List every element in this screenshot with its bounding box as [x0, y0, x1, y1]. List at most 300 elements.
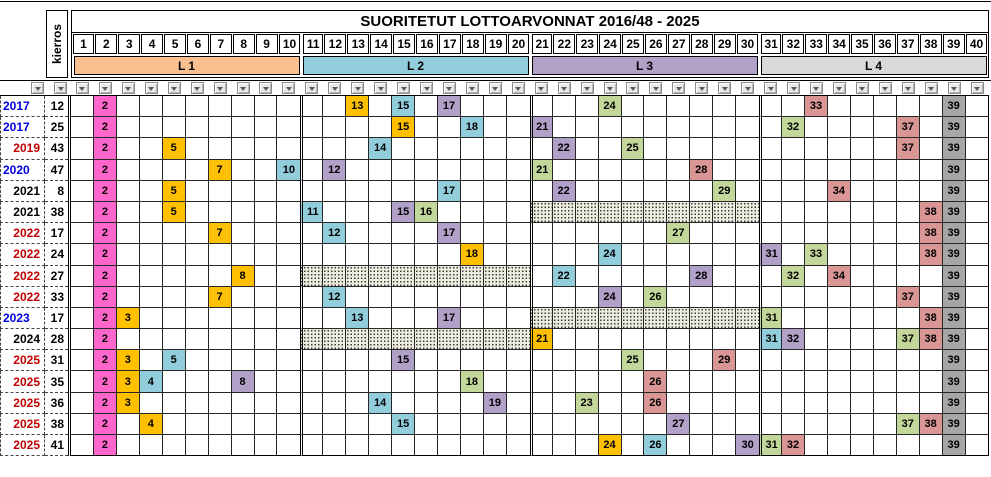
- filter-dropdown-button[interactable]: [282, 82, 295, 94]
- hatched-cell[interactable]: [438, 266, 461, 287]
- empty-cell[interactable]: [186, 287, 209, 308]
- empty-cell[interactable]: [966, 266, 989, 287]
- empty-cell[interactable]: [484, 202, 507, 223]
- hatched-cell[interactable]: [667, 308, 690, 329]
- filter-dropdown-button[interactable]: [581, 82, 594, 94]
- empty-cell[interactable]: [255, 202, 278, 223]
- filter-dropdown-button[interactable]: [237, 82, 250, 94]
- number-cell-39[interactable]: 39: [943, 202, 966, 223]
- number-cell-38[interactable]: 38: [920, 414, 943, 435]
- number-cell-33[interactable]: 33: [805, 96, 828, 117]
- empty-cell[interactable]: [323, 117, 346, 138]
- filter-dropdown-button[interactable]: [971, 82, 984, 94]
- empty-cell[interactable]: [277, 223, 300, 244]
- number-cell-13[interactable]: 13: [346, 96, 369, 117]
- empty-cell[interactable]: [507, 202, 530, 223]
- empty-cell[interactable]: [851, 414, 874, 435]
- empty-cell[interactable]: [828, 308, 851, 329]
- number-cell-28[interactable]: 28: [690, 266, 713, 287]
- empty-cell[interactable]: [71, 287, 94, 308]
- empty-cell[interactable]: [163, 435, 186, 456]
- empty-cell[interactable]: [209, 371, 232, 392]
- empty-cell[interactable]: [300, 287, 323, 308]
- number-cell-19[interactable]: 19: [484, 393, 507, 414]
- empty-cell[interactable]: [209, 435, 232, 456]
- empty-cell[interactable]: [507, 181, 530, 202]
- number-cell-39[interactable]: 39: [943, 308, 966, 329]
- empty-cell[interactable]: [277, 138, 300, 159]
- empty-cell[interactable]: [232, 223, 255, 244]
- empty-cell[interactable]: [186, 266, 209, 287]
- empty-cell[interactable]: [897, 181, 920, 202]
- empty-cell[interactable]: [232, 393, 255, 414]
- empty-cell[interactable]: [438, 202, 461, 223]
- empty-cell[interactable]: [576, 160, 599, 181]
- empty-cell[interactable]: [828, 138, 851, 159]
- empty-cell[interactable]: [759, 117, 782, 138]
- number-cell-2[interactable]: 2: [94, 202, 117, 223]
- hatched-cell[interactable]: [622, 202, 645, 223]
- empty-cell[interactable]: [300, 96, 323, 117]
- number-cell-15[interactable]: 15: [392, 350, 415, 371]
- empty-cell[interactable]: [966, 414, 989, 435]
- filter-dropdown-button[interactable]: [925, 82, 938, 94]
- number-cell-2[interactable]: 2: [94, 393, 117, 414]
- empty-cell[interactable]: [461, 202, 484, 223]
- empty-cell[interactable]: [392, 244, 415, 265]
- empty-cell[interactable]: [163, 117, 186, 138]
- empty-cell[interactable]: [851, 287, 874, 308]
- number-cell-18[interactable]: 18: [461, 244, 484, 265]
- number-cell-32[interactable]: 32: [782, 266, 805, 287]
- empty-cell[interactable]: [117, 223, 140, 244]
- empty-cell[interactable]: [186, 393, 209, 414]
- empty-cell[interactable]: [323, 138, 346, 159]
- empty-cell[interactable]: [277, 393, 300, 414]
- empty-cell[interactable]: [277, 308, 300, 329]
- empty-cell[interactable]: [186, 329, 209, 350]
- empty-cell[interactable]: [530, 350, 553, 371]
- empty-cell[interactable]: [782, 181, 805, 202]
- empty-cell[interactable]: [186, 202, 209, 223]
- empty-cell[interactable]: [484, 96, 507, 117]
- empty-cell[interactable]: [461, 287, 484, 308]
- empty-cell[interactable]: [392, 393, 415, 414]
- hatched-cell[interactable]: [599, 308, 622, 329]
- empty-cell[interactable]: [369, 414, 392, 435]
- empty-cell[interactable]: [874, 414, 897, 435]
- empty-cell[interactable]: [828, 117, 851, 138]
- empty-cell[interactable]: [644, 414, 667, 435]
- empty-cell[interactable]: [140, 244, 163, 265]
- empty-cell[interactable]: [759, 350, 782, 371]
- empty-cell[interactable]: [507, 244, 530, 265]
- filter-dropdown-button[interactable]: [672, 82, 685, 94]
- empty-cell[interactable]: [255, 435, 278, 456]
- number-cell-38[interactable]: 38: [920, 202, 943, 223]
- empty-cell[interactable]: [805, 371, 828, 392]
- empty-cell[interactable]: [897, 393, 920, 414]
- empty-cell[interactable]: [117, 138, 140, 159]
- empty-cell[interactable]: [828, 160, 851, 181]
- empty-cell[interactable]: [255, 117, 278, 138]
- empty-cell[interactable]: [438, 160, 461, 181]
- empty-cell[interactable]: [599, 329, 622, 350]
- hatched-cell[interactable]: [484, 266, 507, 287]
- empty-cell[interactable]: [553, 244, 576, 265]
- empty-cell[interactable]: [300, 435, 323, 456]
- empty-cell[interactable]: [140, 223, 163, 244]
- empty-cell[interactable]: [461, 414, 484, 435]
- empty-cell[interactable]: [644, 223, 667, 244]
- empty-cell[interactable]: [966, 202, 989, 223]
- hatched-cell[interactable]: [553, 202, 576, 223]
- hatched-cell[interactable]: [690, 308, 713, 329]
- empty-cell[interactable]: [897, 244, 920, 265]
- empty-cell[interactable]: [300, 350, 323, 371]
- empty-cell[interactable]: [277, 202, 300, 223]
- empty-cell[interactable]: [461, 181, 484, 202]
- empty-cell[interactable]: [392, 371, 415, 392]
- empty-cell[interactable]: [438, 350, 461, 371]
- empty-cell[interactable]: [117, 181, 140, 202]
- filter-dropdown-button[interactable]: [305, 82, 318, 94]
- number-cell-24[interactable]: 24: [599, 96, 622, 117]
- empty-cell[interactable]: [713, 371, 736, 392]
- empty-cell[interactable]: [255, 244, 278, 265]
- empty-cell[interactable]: [828, 350, 851, 371]
- empty-cell[interactable]: [71, 202, 94, 223]
- number-cell-17[interactable]: 17: [438, 223, 461, 244]
- empty-cell[interactable]: [782, 371, 805, 392]
- empty-cell[interactable]: [507, 117, 530, 138]
- empty-cell[interactable]: [644, 350, 667, 371]
- empty-cell[interactable]: [209, 96, 232, 117]
- empty-cell[interactable]: [690, 393, 713, 414]
- empty-cell[interactable]: [920, 160, 943, 181]
- number-cell-5[interactable]: 5: [163, 181, 186, 202]
- empty-cell[interactable]: [461, 435, 484, 456]
- empty-cell[interactable]: [622, 181, 645, 202]
- empty-cell[interactable]: [346, 181, 369, 202]
- empty-cell[interactable]: [300, 393, 323, 414]
- empty-cell[interactable]: [507, 138, 530, 159]
- empty-cell[interactable]: [186, 117, 209, 138]
- empty-cell[interactable]: [897, 223, 920, 244]
- empty-cell[interactable]: [438, 138, 461, 159]
- empty-cell[interactable]: [874, 181, 897, 202]
- empty-cell[interactable]: [851, 223, 874, 244]
- number-cell-15[interactable]: 15: [392, 414, 415, 435]
- number-cell-16[interactable]: 16: [415, 202, 438, 223]
- empty-cell[interactable]: [782, 287, 805, 308]
- empty-cell[interactable]: [232, 96, 255, 117]
- empty-cell[interactable]: [553, 414, 576, 435]
- hatched-cell[interactable]: [300, 329, 323, 350]
- empty-cell[interactable]: [484, 181, 507, 202]
- empty-cell[interactable]: [438, 371, 461, 392]
- filter-dropdown-button[interactable]: [191, 82, 204, 94]
- empty-cell[interactable]: [255, 350, 278, 371]
- number-cell-5[interactable]: 5: [163, 350, 186, 371]
- empty-cell[interactable]: [805, 202, 828, 223]
- empty-cell[interactable]: [622, 414, 645, 435]
- empty-cell[interactable]: [484, 414, 507, 435]
- empty-cell[interactable]: [622, 393, 645, 414]
- empty-cell[interactable]: [828, 329, 851, 350]
- empty-cell[interactable]: [966, 117, 989, 138]
- number-cell-3[interactable]: 3: [117, 350, 140, 371]
- empty-cell[interactable]: [667, 350, 690, 371]
- empty-cell[interactable]: [851, 160, 874, 181]
- empty-cell[interactable]: [828, 371, 851, 392]
- empty-cell[interactable]: [736, 138, 759, 159]
- empty-cell[interactable]: [277, 244, 300, 265]
- empty-cell[interactable]: [966, 393, 989, 414]
- empty-cell[interactable]: [277, 117, 300, 138]
- hatched-cell[interactable]: [323, 329, 346, 350]
- empty-cell[interactable]: [690, 329, 713, 350]
- hatched-cell[interactable]: [461, 266, 484, 287]
- empty-cell[interactable]: [874, 223, 897, 244]
- number-cell-24[interactable]: 24: [599, 435, 622, 456]
- number-cell-2[interactable]: 2: [94, 138, 117, 159]
- filter-dropdown-button[interactable]: [397, 82, 410, 94]
- empty-cell[interactable]: [805, 308, 828, 329]
- number-cell-7[interactable]: 7: [209, 223, 232, 244]
- empty-cell[interactable]: [232, 308, 255, 329]
- empty-cell[interactable]: [346, 160, 369, 181]
- empty-cell[interactable]: [553, 223, 576, 244]
- empty-cell[interactable]: [346, 414, 369, 435]
- empty-cell[interactable]: [323, 371, 346, 392]
- empty-cell[interactable]: [300, 181, 323, 202]
- empty-cell[interactable]: [713, 287, 736, 308]
- filter-dropdown-button[interactable]: [604, 82, 617, 94]
- empty-cell[interactable]: [255, 329, 278, 350]
- filter-dropdown-button[interactable]: [833, 82, 846, 94]
- empty-cell[interactable]: [667, 393, 690, 414]
- empty-cell[interactable]: [851, 181, 874, 202]
- empty-cell[interactable]: [966, 435, 989, 456]
- number-cell-2[interactable]: 2: [94, 287, 117, 308]
- empty-cell[interactable]: [782, 160, 805, 181]
- empty-cell[interactable]: [805, 223, 828, 244]
- empty-cell[interactable]: [828, 393, 851, 414]
- empty-cell[interactable]: [553, 117, 576, 138]
- empty-cell[interactable]: [507, 435, 530, 456]
- number-cell-23[interactable]: 23: [576, 393, 599, 414]
- number-cell-31[interactable]: 31: [759, 308, 782, 329]
- number-cell-25[interactable]: 25: [622, 138, 645, 159]
- empty-cell[interactable]: [163, 287, 186, 308]
- empty-cell[interactable]: [163, 266, 186, 287]
- hatched-cell[interactable]: [369, 329, 392, 350]
- empty-cell[interactable]: [690, 350, 713, 371]
- empty-cell[interactable]: [713, 414, 736, 435]
- empty-cell[interactable]: [736, 96, 759, 117]
- empty-cell[interactable]: [553, 329, 576, 350]
- number-cell-8[interactable]: 8: [232, 266, 255, 287]
- empty-cell[interactable]: [782, 223, 805, 244]
- empty-cell[interactable]: [346, 202, 369, 223]
- number-cell-15[interactable]: 15: [392, 96, 415, 117]
- number-cell-8[interactable]: 8: [232, 371, 255, 392]
- empty-cell[interactable]: [828, 435, 851, 456]
- empty-cell[interactable]: [736, 287, 759, 308]
- empty-cell[interactable]: [966, 181, 989, 202]
- empty-cell[interactable]: [300, 308, 323, 329]
- empty-cell[interactable]: [599, 138, 622, 159]
- number-cell-39[interactable]: 39: [943, 350, 966, 371]
- empty-cell[interactable]: [415, 287, 438, 308]
- empty-cell[interactable]: [255, 371, 278, 392]
- empty-cell[interactable]: [140, 350, 163, 371]
- empty-cell[interactable]: [667, 96, 690, 117]
- empty-cell[interactable]: [461, 96, 484, 117]
- empty-cell[interactable]: [415, 223, 438, 244]
- empty-cell[interactable]: [255, 138, 278, 159]
- empty-cell[interactable]: [920, 393, 943, 414]
- number-cell-17[interactable]: 17: [438, 308, 461, 329]
- empty-cell[interactable]: [782, 393, 805, 414]
- number-cell-13[interactable]: 13: [346, 308, 369, 329]
- empty-cell[interactable]: [277, 96, 300, 117]
- empty-cell[interactable]: [117, 435, 140, 456]
- number-cell-27[interactable]: 27: [667, 414, 690, 435]
- number-cell-2[interactable]: 2: [94, 160, 117, 181]
- number-cell-22[interactable]: 22: [553, 181, 576, 202]
- empty-cell[interactable]: [507, 350, 530, 371]
- empty-cell[interactable]: [805, 287, 828, 308]
- empty-cell[interactable]: [71, 414, 94, 435]
- empty-cell[interactable]: [507, 287, 530, 308]
- filter-dropdown-button[interactable]: [695, 82, 708, 94]
- hatched-cell[interactable]: [369, 266, 392, 287]
- empty-cell[interactable]: [667, 266, 690, 287]
- empty-cell[interactable]: [71, 266, 94, 287]
- empty-cell[interactable]: [507, 371, 530, 392]
- hatched-cell[interactable]: [576, 202, 599, 223]
- empty-cell[interactable]: [736, 371, 759, 392]
- empty-cell[interactable]: [507, 223, 530, 244]
- empty-cell[interactable]: [667, 287, 690, 308]
- number-cell-24[interactable]: 24: [599, 244, 622, 265]
- empty-cell[interactable]: [484, 244, 507, 265]
- empty-cell[interactable]: [346, 287, 369, 308]
- empty-cell[interactable]: [300, 371, 323, 392]
- empty-cell[interactable]: [736, 181, 759, 202]
- number-cell-39[interactable]: 39: [943, 329, 966, 350]
- number-cell-28[interactable]: 28: [690, 160, 713, 181]
- empty-cell[interactable]: [369, 223, 392, 244]
- empty-cell[interactable]: [599, 371, 622, 392]
- empty-cell[interactable]: [599, 117, 622, 138]
- empty-cell[interactable]: [897, 96, 920, 117]
- empty-cell[interactable]: [759, 96, 782, 117]
- empty-cell[interactable]: [484, 308, 507, 329]
- empty-cell[interactable]: [163, 329, 186, 350]
- empty-cell[interactable]: [828, 287, 851, 308]
- number-cell-5[interactable]: 5: [163, 202, 186, 223]
- empty-cell[interactable]: [507, 96, 530, 117]
- empty-cell[interactable]: [576, 244, 599, 265]
- number-cell-21[interactable]: 21: [530, 117, 553, 138]
- filter-dropdown-button[interactable]: [466, 82, 479, 94]
- empty-cell[interactable]: [140, 160, 163, 181]
- empty-cell[interactable]: [277, 287, 300, 308]
- empty-cell[interactable]: [484, 287, 507, 308]
- number-cell-37[interactable]: 37: [897, 117, 920, 138]
- empty-cell[interactable]: [277, 414, 300, 435]
- empty-cell[interactable]: [644, 96, 667, 117]
- number-cell-7[interactable]: 7: [209, 160, 232, 181]
- empty-cell[interactable]: [874, 202, 897, 223]
- empty-cell[interactable]: [851, 138, 874, 159]
- empty-cell[interactable]: [599, 393, 622, 414]
- empty-cell[interactable]: [140, 308, 163, 329]
- empty-cell[interactable]: [966, 223, 989, 244]
- number-cell-39[interactable]: 39: [943, 393, 966, 414]
- empty-cell[interactable]: [874, 117, 897, 138]
- empty-cell[interactable]: [644, 266, 667, 287]
- number-cell-26[interactable]: 26: [644, 287, 667, 308]
- empty-cell[interactable]: [713, 223, 736, 244]
- empty-cell[interactable]: [920, 266, 943, 287]
- number-cell-39[interactable]: 39: [943, 138, 966, 159]
- empty-cell[interactable]: [897, 371, 920, 392]
- empty-cell[interactable]: [369, 202, 392, 223]
- hatched-cell[interactable]: [507, 329, 530, 350]
- empty-cell[interactable]: [713, 117, 736, 138]
- empty-cell[interactable]: [690, 244, 713, 265]
- empty-cell[interactable]: [530, 244, 553, 265]
- hatched-cell[interactable]: [392, 266, 415, 287]
- filter-dropdown-button[interactable]: [168, 82, 181, 94]
- empty-cell[interactable]: [920, 350, 943, 371]
- hatched-cell[interactable]: [530, 202, 553, 223]
- empty-cell[interactable]: [713, 138, 736, 159]
- number-cell-3[interactable]: 3: [117, 371, 140, 392]
- empty-cell[interactable]: [622, 117, 645, 138]
- empty-cell[interactable]: [140, 96, 163, 117]
- empty-cell[interactable]: [966, 329, 989, 350]
- empty-cell[interactable]: [897, 435, 920, 456]
- empty-cell[interactable]: [461, 393, 484, 414]
- empty-cell[interactable]: [530, 138, 553, 159]
- empty-cell[interactable]: [277, 371, 300, 392]
- empty-cell[interactable]: [277, 435, 300, 456]
- number-cell-25[interactable]: 25: [622, 350, 645, 371]
- empty-cell[interactable]: [966, 371, 989, 392]
- empty-cell[interactable]: [255, 393, 278, 414]
- empty-cell[interactable]: [576, 138, 599, 159]
- empty-cell[interactable]: [346, 393, 369, 414]
- empty-cell[interactable]: [484, 223, 507, 244]
- hatched-cell[interactable]: [644, 202, 667, 223]
- empty-cell[interactable]: [828, 414, 851, 435]
- empty-cell[interactable]: [323, 244, 346, 265]
- empty-cell[interactable]: [874, 244, 897, 265]
- number-cell-37[interactable]: 37: [897, 138, 920, 159]
- hatched-cell[interactable]: [690, 202, 713, 223]
- empty-cell[interactable]: [874, 435, 897, 456]
- number-cell-38[interactable]: 38: [920, 329, 943, 350]
- empty-cell[interactable]: [117, 244, 140, 265]
- empty-cell[interactable]: [530, 414, 553, 435]
- empty-cell[interactable]: [530, 371, 553, 392]
- number-cell-39[interactable]: 39: [943, 244, 966, 265]
